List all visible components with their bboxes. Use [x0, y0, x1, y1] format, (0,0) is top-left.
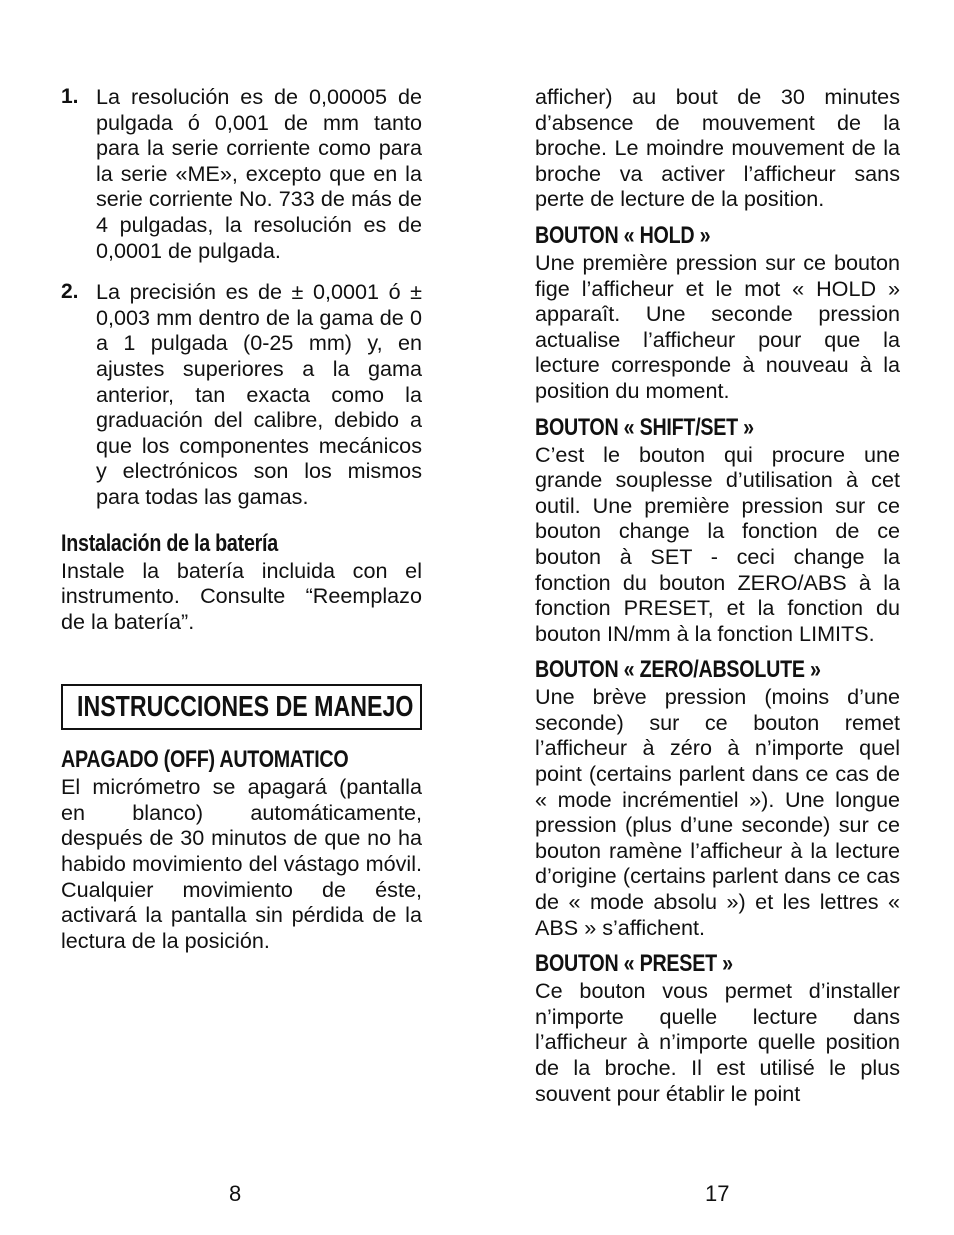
numbered-item-2	[61, 279, 422, 509]
battery-text: Instale la batería incluida con el instrumento. Consulte “Reemplazo de la batería”.	[61, 557, 422, 634]
preset-heading: BOUTON « PRESET »	[535, 950, 733, 978]
page-number-right: 17	[705, 1181, 730, 1206]
shift-set-heading: BOUTON « SHIFT/SET »	[535, 413, 754, 441]
preset-text: Ce bouton vous permet d’installer n’importe quelle lecture dans l’afficheur à n’importe quelle position de la broche. Il est utilisé le plus souvent pour établir le point	[535, 978, 900, 1106]
item-text: La resolución es de 0,00005 de pulgada ó 0,001 de mm tanto para la serie corriente como para la serie «ME», excepto que en la serie corriente No. 733 de más de 4 pulgadas, la resolución es de 0,0001 de pulgada.	[96, 84, 422, 263]
left-column	[61, 84, 422, 953]
operating-instructions-heading: INSTRUCCIONES DE MANEJO	[77, 690, 414, 723]
intro-text: afficher) au bout de 30 minutes d’absence de mouvement de la broche. Le moindre mouvement de la broche va activer l’afficheur sans perte de lecture de la position.	[535, 84, 900, 212]
zero-absolute-text: Une brève pression (moins d’une seconde) sur ce bouton remet l’afficheur à zéro à n’importe quel point (certains parlent dans ce cas de « mode incrémentiel »). Une longue pression (plus d’une seconde) sur ce bouton ramène l’afficheur à la lecture d’origine (certains parlent dans ce cas de « mode absolu ») et les lettres « ABS » s’affichent.	[535, 684, 900, 940]
numbered-item-1	[61, 84, 422, 263]
shift-set-text: C’est le bouton qui procure une grande souplesse d’utilisation à cet outil. Une première pression sur ce bouton change la fonction de ce bouton à SET - ceci change la fonction du bouton ZERO/ABS à la fonction PRESET, et la fonction du bouton IN/mm à la fonction LIMITS.	[535, 441, 900, 646]
item-number: 1.	[61, 85, 79, 108]
hold-heading: BOUTON « HOLD »	[535, 221, 711, 249]
item-number: 2.	[61, 280, 79, 304]
operating-instructions-box	[61, 684, 422, 730]
battery-heading: Instalación de la batería	[61, 529, 278, 557]
zero-absolute-heading: BOUTON « ZERO/ABSOLUTE »	[535, 656, 821, 684]
page-number-left: 8	[229, 1181, 242, 1206]
right-column	[535, 84, 900, 1106]
hold-text: Une première pression sur ce bouton fige l’afficheur et le mot « HOLD » apparaît. Une seconde pression actualise l’afficheur pour que la lecture corresponde à nouveau à la position du moment.	[535, 249, 900, 403]
item-text: La precisión es de ± 0,0001 ó ± 0,003 mm dentro de la gama de 0 a 1 pulgada (0-25 mm) y, en ajustes superiores a la gama anterior, tan exacta como la graduación del calibre, debido a que los componentes mecánicos y electrónicos son los mismos para todas las gamas.	[96, 279, 422, 509]
auto-off-text: El micrómetro se apagará (pantalla en blanco) automáticamente, después de 30 minutos de que no ha habido movimiento del vástago móvil. Cualquier movimiento de éste, activará la pantalla sin pérdida de la lectura de la posición.	[61, 774, 422, 953]
auto-off-heading: APAGADO (OFF) AUTOMATICO	[61, 746, 349, 774]
